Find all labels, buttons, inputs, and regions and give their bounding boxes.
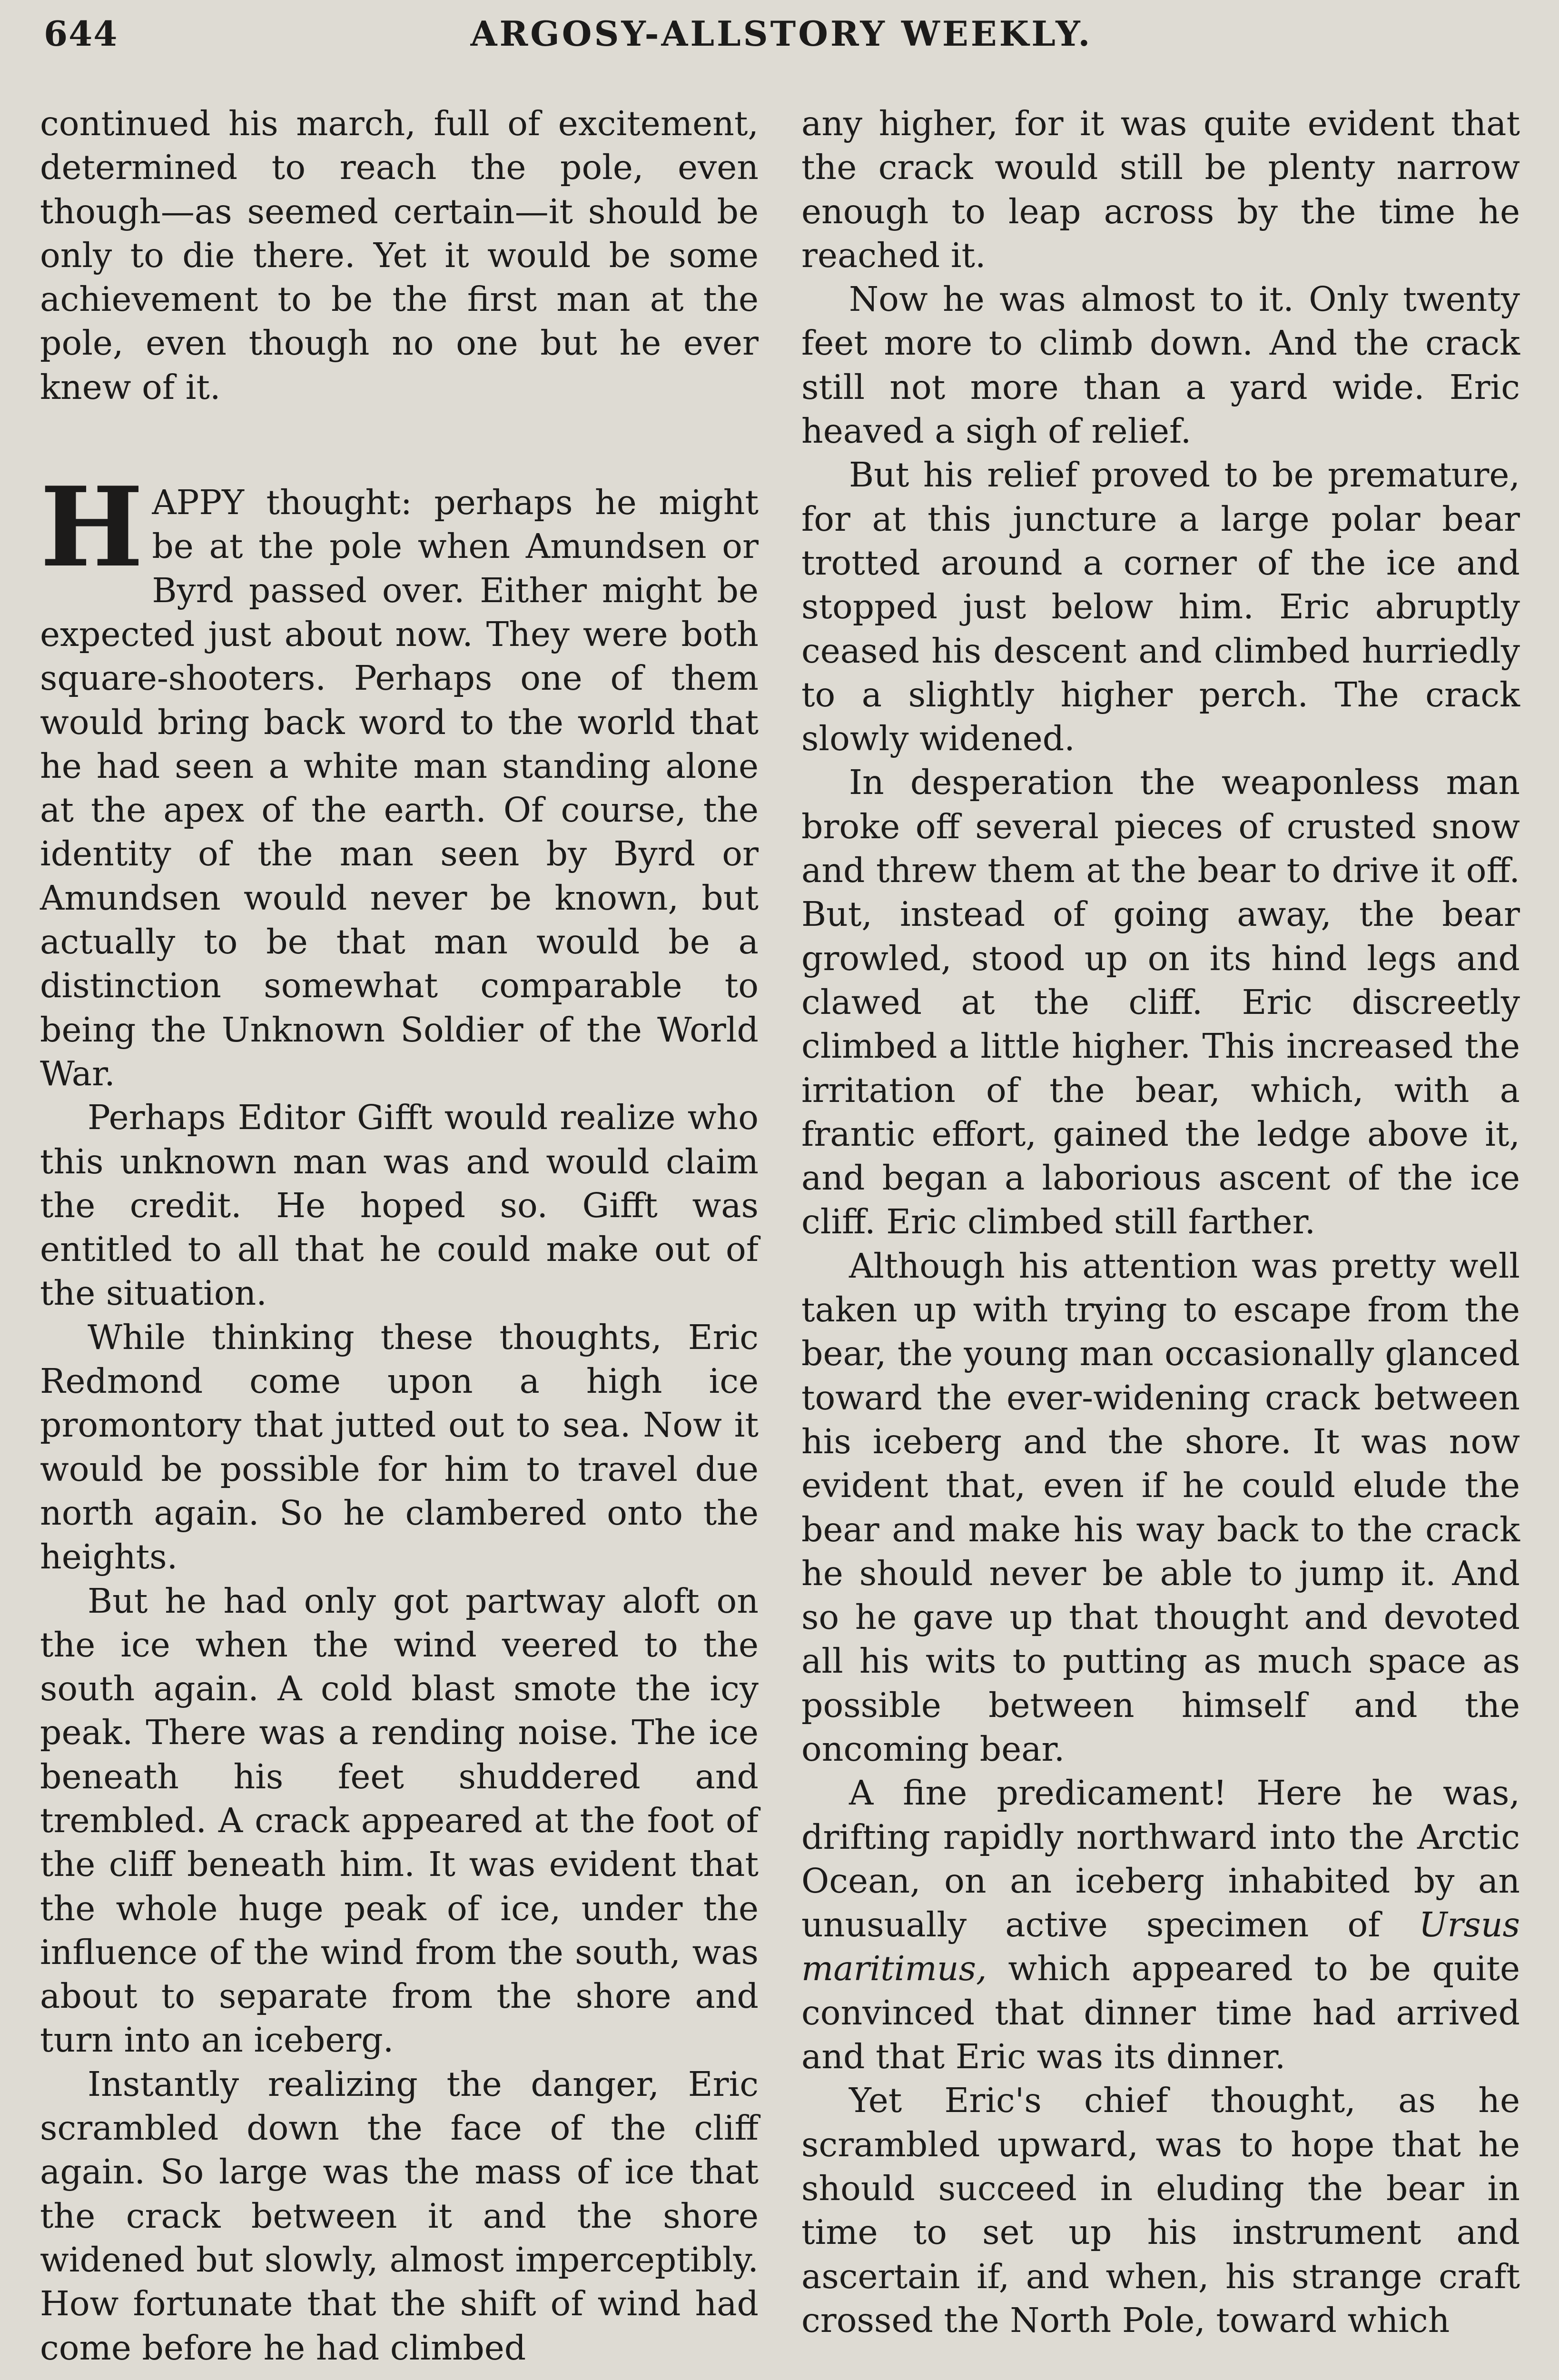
paragraph: Yet Eric's chief thought, as he scrambled upward, was to hope that he should succeed in eluding the bear in time to set up his instrument and ascertain if, and when, his strange craft crossed the North Pole, toward which (801, 2081, 1520, 2340)
paragraph: In desperation the weaponless man broke off several pieces of crusted snow and threw them at the bear to drive it off. But, instead of going away, the bear growled, stood up on its hind legs and clawed at the cliff. Eric discreetly climbed a little higher. This increased the irritation of the bear, which, with a frantic effort, gained the ledge above it, and began a laborious ascent of the ice cliff. Eric climbed still farther. (801, 763, 1520, 1242)
paragraph: continued his march, full of excitement, determined to reach the pole, even though—as seemed certain—it should be only to die there. Yet it would be some achievement to be the first man at the pole, even though no one but he ever knew of it. (40, 104, 759, 407)
paragraph: Although his attention was pretty well taken up with trying to escape from the bear, the young man occasionally glanced toward the ever-widening crack between his iceberg and the shore. It was now evident that, even if he could elude the bear and make his way back to the crack he should never be able to jump it. And so he gave up that thought and devoted all his wits to putting as much space as possible between himself and the oncoming bear. (801, 1246, 1520, 1769)
section-opening-paragraph (40, 463, 759, 1096)
left-column (40, 102, 759, 2370)
paragraph: Instantly realizing the danger, Eric scrambled down the face of the cliff again. So large was the mass of ice that the crack between it and the shore widened but slowly, almost imperceptibly. How fortunate that the shift of wind had come before he had climbed (40, 2064, 759, 2368)
paragraph: But his relief proved to be premature, for at this juncture a large polar bear trotted around a corner of the ice and stopped just below him. Eric abruptly ceased his descent and climbed hurriedly to a slightly higher perch. The crack slowly widened. (801, 455, 1520, 759)
paragraph: Perhaps Editor Gifft would realize who this unknown man was and would claim the credit. He hoped so. Gifft was entitled to all that he could make out of the situation. (40, 1098, 759, 1313)
paragraph: While thinking these thoughts, Eric Redmond come upon a high ice promontory that jutted out to sea. Now it would be possible for him to travel due north again. So he clambered onto the heights. (40, 1317, 759, 1577)
paragraph-text: which appeared to be quite convinced that dinner time had arrived and that Eric was its dinner. (801, 1949, 1520, 2077)
paragraph: any higher, for it was quite evident that the crack would still be plenty narrow enough to leap across by the time he reached it. (801, 104, 1520, 275)
paragraph: But he had only got partway aloft on the ice when the wind veered to the south again. A cold blast smote the icy peak. There was a rending noise. The ice beneath his feet shuddered and trembled. A crack appeared at the foot of the cliff beneath him. It was evident that the whole huge peak of ice, under the influence of the wind from the south, was about to separate from the shore and turn into an iceberg. (40, 1581, 759, 2060)
paragraph-text: APPY thought: perhaps he might be at the pole when Amundsen or Byrd passed over. Either might be expected just about now. They were both square-shooters. Perhaps one of them would bring back word to the world that he had seen a white man standing alone at the apex of the earth. Of course, the identity of the man seen by Byrd or Amundsen would never be known, but actually to be that man would be a distinction somewhat comparable to being the Unknown Soldier of the World War. (40, 483, 759, 1093)
running-title: ARGOSY-ALLSTORY WEEKLY. (470, 13, 1093, 54)
page-header (44, 13, 1519, 66)
drop-cap: H (40, 463, 144, 592)
paragraph: Now he was almost to it. Only twenty feet more to climb down. And the crack still not more than a yard wide. Eric heaved a sigh of relief. (801, 279, 1520, 451)
species-name: Ursus maritimus, (801, 1905, 1520, 1989)
right-column (801, 102, 1520, 2342)
paragraph (801, 1771, 1520, 2079)
paragraph-text: A fine predicament! Here he was, drifting rapidly northward into the Arctic Ocean, on an iceberg inhabited by an unusually active specimen of (801, 1773, 1520, 1945)
page-number: 644 (44, 13, 118, 54)
